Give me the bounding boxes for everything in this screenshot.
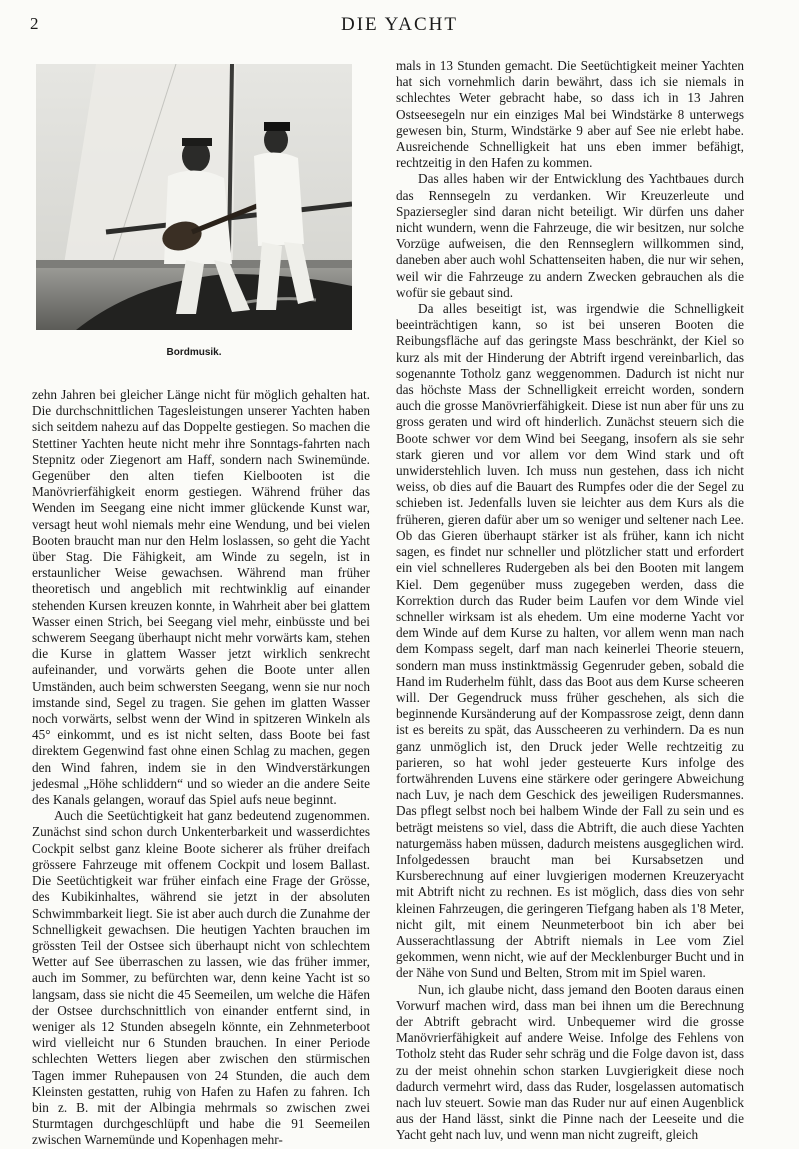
figure-caption: Bordmusik. (166, 347, 222, 358)
page-number: 2 (30, 14, 39, 33)
paragraph: zehn Jahren bei gleicher Länge nicht für möglich gehalten hat. Die durchschnittlichen Tagesleistungen unserer Yachten haben sich seitdem nahezu auf das Doppelte gestiegen. So machen die Stettiner Yachten heute nicht mehr ihre Sonntags-fahrten nach Stepnitz oder Ziegenort am Haff, sondern nach Swinemünde. Gegenüber den alten tiefen Kielbooten ist die Manövrierfähigkeit enorm gestiegen. Während früher das Wenden im Seegang eine nicht immer glückende Kunst war, versagt heut wohl niemals mehr eine Wendung, und bei vielen Booten braucht man nur den Helm loslassen, so geht die Yacht über Stag. Die Fähigkeit, am Winde zu segeln, ist in erstaunlicher Weise gewachsen. Während man früher theoretisch und angeblich mit rechtwinklig auf einander stehenden Kursen kreuzen konnte, in Wahrheit aber bei glattem Wasser einen Strich, bei Seegang viel mehr, einbüsste und bei schwerem Seegang überhaupt nicht mehr vorwärts kam, stehen die Kurse in glattem Wasser jetzt wirklich senkrecht aufeinander, und vorwärts gehen die Boote unter allen Umständen, auch beim schwersten Seegang, wenn sie nur noch imstande sind, Segel zu tragen. Sie gehen im glatten Wasser noch vorwärts, selbst wenn der Wind in spitzeren Winkeln als 45° einkommt, und es ist nicht selten, dass Boote bei fast direktem Gegenwind fast ohne einen Schlag zu machen, gegen den Wind fahren, indem sie in den Windverstärkungen jedesmal „Höhe schliddern“ und so wieder an die andere Seite des Kanals gelangen, worauf das Spiel aufs neue beginnt. (32, 387, 370, 808)
left-column (32, 387, 370, 1149)
photograph-sailors-with-guitar-icon (36, 64, 352, 330)
right-column (396, 58, 744, 1144)
photograph (36, 64, 352, 330)
paragraph: Nun, ich glaube nicht, dass jemand den Booten daraus einen Vorwurf machen wird, dass man bei ihnen um die Berechnung der Abtrift gebracht wird. Unbequemer wird die grosse Manövrierfähigkeit auf andere Weise. Infolge des Fehlens von Totholz steht das Ruder sehr schräg und die Folge davon ist, dass zu der meist ohnehin schon starken Luvgierigkeit diese noch dadurch vermehrt wird, dass das Ruder, losgelassen automatisch nach luv steuert. Sowie man das Ruder nur auf einen Augenblick aus der Hand lässt, sinkt die Pinne nach der Leeseite und die Yacht geht nach luv, und wenn man nicht zugreift, gleich (396, 981, 744, 1143)
paragraph: Auch die Seetüchtigkeit hat ganz bedeutend zugenommen. Zunächst sind schon durch Unkenterbarkeit und wasserdichtes Cockpit selbst ganz kleine Boote sicherer als früher dreifach grössere Fahrzeuge mit offenem Cockpit und losem Ballast. Die Seetüchtigkeit war früher einfach eine Frage der Grösse, des Kubikinhaltes, während sie jetzt in der absoluten Schwimmbarkeit liegt. Sie ist aber auch durch die Zunahme der Schnelligkeit gewachsen. Die heutigen Yachten brauchen im grössten Teil der Ostsee sich überhaupt nicht von schlechtem Wetter auf See überraschen zu lassen, wie das früher immer, auch im Sommer, zu befürchten war, denn keine Yacht ist so langsam, dass sie nicht die 45 Seemeilen, um welche die Häfen der Ostsee durchschnittlich von einander entfernt sind, in weniger als 12 Stunden absegeln könnte, ein Zehnmeterboot wird vielleicht nur 6 Stunden brauchen. In einer Periode schlechten Wetters liegen aber zwischen den stürmischen Tagen immer Ruhepausen von 24 Stunden, die auch dem Kleinsten gestatten, ruhig von Hafen zu Hafen zu fahren. Ich bin z. B. mit der Albingia mehrmals so zwischen zwei Sturmtagen durchgeschlüpft und habe die 91 Seemeilen zwischen Warnemünde und Kopenhagen mehr- (32, 808, 370, 1148)
paragraph: mals in 13 Stunden gemacht. Die Seetüchtigkeit meiner Yachten hat sich vornehmlich darin bewährt, dass ich sie niemals in schlechtes Weter gebracht habe, so dass ich in 13 Jahren Ostseesegeln nur ein einziges Mal bei Windstärke 8 unterwegs gewesen bin, Sturm, Windstärke 9 aber auf See nie erlebt habe. Ausreichende Schnelligkeit hat uns eben immer befähigt, rechtzeitig in den Hafen zu kommen. (396, 58, 744, 171)
paragraph: Das alles haben wir der Entwicklung des Yachtbaues durch das Rennsegeln zu verdanken. Wir Kreuzerleute und Spaziersegler sind daran nicht beteiligt. Wir dürfen uns daher nicht wundern, wenn die Fahrzeuge, die wir besitzen, nur solche Vorzüge aufweisen, die den Rennseglern willkommen sind, daneben aber auch wohl Schattenseiten haben, die nur wir sehen, weil wir die Fahrzeuge zu andern Zwecken gebrauchen als die wofür sie gebaut sind. (396, 171, 744, 300)
paragraph: Da alles beseitigt ist, was irgendwie die Schnelligkeit beeinträchtigen kann, so ist bei unseren Booten die Reibungsfläche auf das geringste Mass beschränkt, der Kiel so kurz als mit der Hinderung der Abtrift irgend vereinbarlich, das sogenannte Totholz ganz weggenommen. Dadurch ist nicht nur das höchste Mass der Schnelligkeit erreicht worden, sondern auch die grosse Manövrierfähigkeit. Diese ist nun aber für uns zu gross geraten und wird oft hinderlich. Zunächst steuern sich die Boote schwer vor dem Wind bei Seegang, insofern als sie sehr stark gieren und vor allem vor dem Wind stark und oft unwiderstehlich luven. Ich muss nun gestehen, dass ich nicht weiss, ob dies auf die Bauart des Rumpfes oder die der Segel zu schieben ist. Jedenfalls luven sie leichter aus dem Kurs als die früheren, gieren dafür aber um so weniger und seltener nach Lee. Ob das Gieren überhaupt stärker ist als früher, kann ich nicht sagen, es findet nur schneller und plötzlicher statt und erfordert ein viel schnelleres Rudergeben als bei den Booten mit langem Kiel. Dem gegenüber muss zugegeben werden, dass die Korrektion durch das Ruder beim Laufen vor dem Winde viel schneller wirksam ist als ehedem. Um eine moderne Yacht vor dem Winde auf dem Kurse zu halten, vor allem wenn man nach dem Kompass segelt, darf man nach keinerlei Theorie steuern, sondern man muss instinktmässig Gegenruder geben, sobald die Hand im Ruderhelm fühlt, dass das Boot aus dem Kurse scheeren will. Der Gegendruck muss früher geschehen, als sich die beginnende Kursänderung auf der Kompassrose zeigt, denn dann ist es bereits zu spät, das Ausscheeren zu verhindern. Da es nun ganz unmöglich ist, den Druck jeder Welle rechtzeitig zu parieren, so hat wohl jeder gesteuerte Kurs infolge des fortwährenden Luvens eine stärkere oder geringere Abweichung nach Luv, je nach dem Geschick des jeweiligen Rudersmannes. Das pflegt selbst noch bei halbem Winde der Fall zu sein und es beträgt meistens so viel, dass die Abtrift, die auch diese Yachten naturgemäss haben müssen, dadurch meistens ausgeglichen wird. Infolgedessen braucht man bei Kursabsetzen und Kursberechnung auf einer luvgierigen modernen Kreuzeryacht mit Abtrift nicht zu rechnen. Es ist möglich, dass dies von sehr kleinen Fahrzeugen, die geringeren Tiefgang haben als 1'8 Meter, nicht gilt, mit einem Neunmeterboot bin ich aber bei Ausserachtlassung der Abtrift niemals in Lee vom Ziel gekommen, wenn nicht, wie auf der Mecklenburger Bucht und in der Nähe von Sund und Belten, Strom mit im Spiel waren. (396, 301, 744, 981)
running-head-title: DIE YACHT (340, 14, 459, 35)
